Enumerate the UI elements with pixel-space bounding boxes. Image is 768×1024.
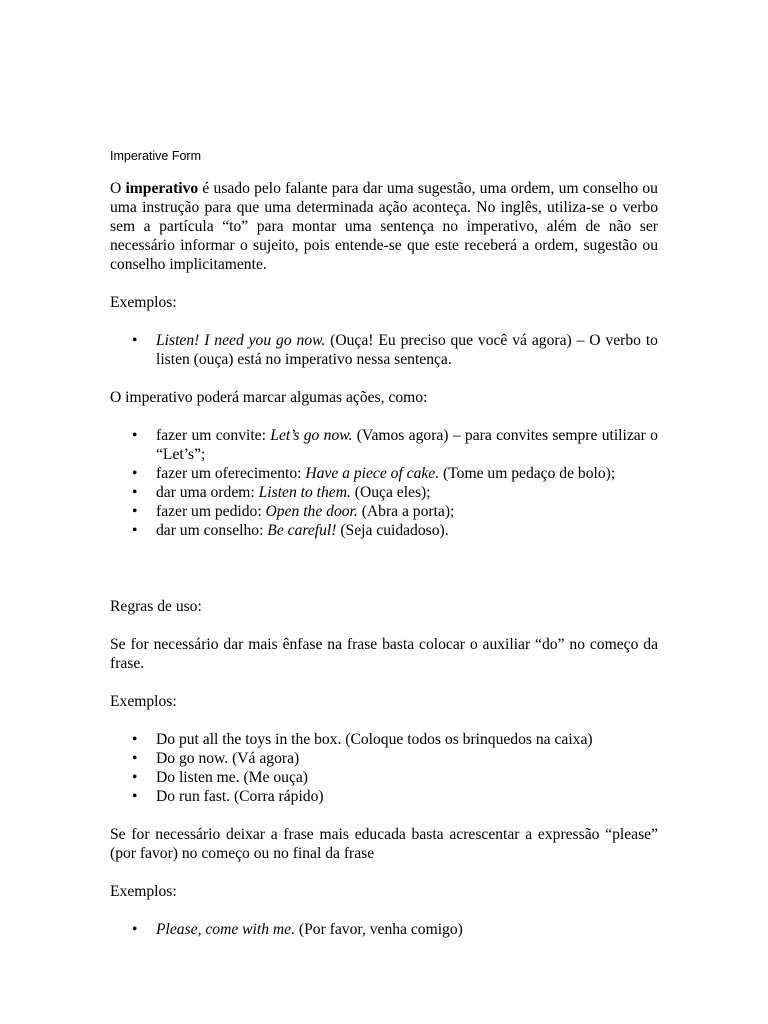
intro-paragraph: [110, 179, 658, 274]
action-italic: Open the door.: [265, 503, 358, 520]
intro-lead: O: [110, 180, 126, 197]
please-example-list: [110, 920, 658, 939]
rule-please-paragraph: Se for necessário deixar a frase mais educada basta acrescentar a expressão “please” (por favor) no começo ou no final da frase: [110, 826, 658, 862]
examples-label-2: Exemplos:: [110, 693, 177, 710]
action-post: (Abra a porta);: [357, 503, 455, 520]
document-page: [110, 148, 658, 939]
action-pre: fazer um convite:: [156, 427, 271, 444]
actions-list: [110, 426, 658, 540]
list-item: • Do listen me. (Me ouça): [110, 768, 658, 787]
list-item: • Do put all the toys in the box. (Coloque todos os brinquedos na caixa): [110, 730, 658, 749]
list-item: [110, 502, 658, 521]
action-post: (Seja cuidadoso).: [336, 522, 449, 539]
example-italic: Listen! I need you go now.: [156, 332, 326, 349]
action-post: (Vamos agora) – para convites sempre utilizar o “Let’s”;: [156, 427, 658, 463]
actions-intro: O imperativo poderá marcar algumas ações, como:: [110, 389, 428, 406]
list-item: [110, 426, 658, 464]
example-list-1: [110, 331, 658, 369]
action-post: (Ouça eles);: [350, 484, 431, 501]
action-pre: fazer um oferecimento:: [156, 465, 306, 482]
examples-label-1: Exemplos:: [110, 294, 177, 311]
action-post: (Tome um pedaço de bolo);: [439, 465, 616, 482]
rules-heading: Regras de uso:: [110, 598, 202, 615]
action-italic: Listen to them.: [258, 484, 351, 501]
action-pre: dar uma ordem:: [156, 484, 259, 501]
do-examples-list: [110, 730, 658, 806]
examples-label-3: Exemplos:: [110, 883, 177, 900]
intro-rest: é usado pelo falante para dar uma sugestão, uma ordem, um conselho ou uma instrução para que uma determinada ação aconteça. No inglês, utiliza-se o verbo sem a partícula “to” para montar uma sentença no imperativo, além de não ser necessário informar o sujeito, pois entende-se que este receberá a ordem, sugestão ou conselho implicitamente.: [110, 180, 658, 273]
list-item: • Do run fast. (Corra rápido): [110, 787, 658, 806]
action-italic: Have a piece of cake.: [305, 465, 440, 482]
list-item: [110, 464, 658, 483]
intro-bold-term: imperativo: [125, 180, 199, 197]
action-italic: Let’s go now.: [270, 427, 353, 444]
example-text: (Por favor, venha comigo): [295, 921, 463, 938]
action-italic: Be careful!: [267, 522, 337, 539]
rule-do-paragraph: Se for necessário dar mais ênfase na frase basta colocar o auxiliar “do” no começo da frase.: [110, 636, 658, 672]
action-pre: fazer um pedido:: [156, 503, 266, 520]
example-italic: Please, come with me.: [156, 921, 296, 938]
action-pre: dar um conselho:: [156, 522, 268, 539]
list-item: • Do go now. (Vá agora): [110, 749, 658, 768]
document-title: Imperative Form: [110, 149, 201, 163]
list-item: [110, 920, 658, 939]
list-item: [110, 331, 658, 369]
list-item: [110, 483, 658, 502]
example-text: (Ouça! Eu preciso que você vá agora) – O verbo to listen (ouça) está no imperativo nessa sentença.: [156, 332, 658, 368]
list-item: [110, 521, 658, 540]
